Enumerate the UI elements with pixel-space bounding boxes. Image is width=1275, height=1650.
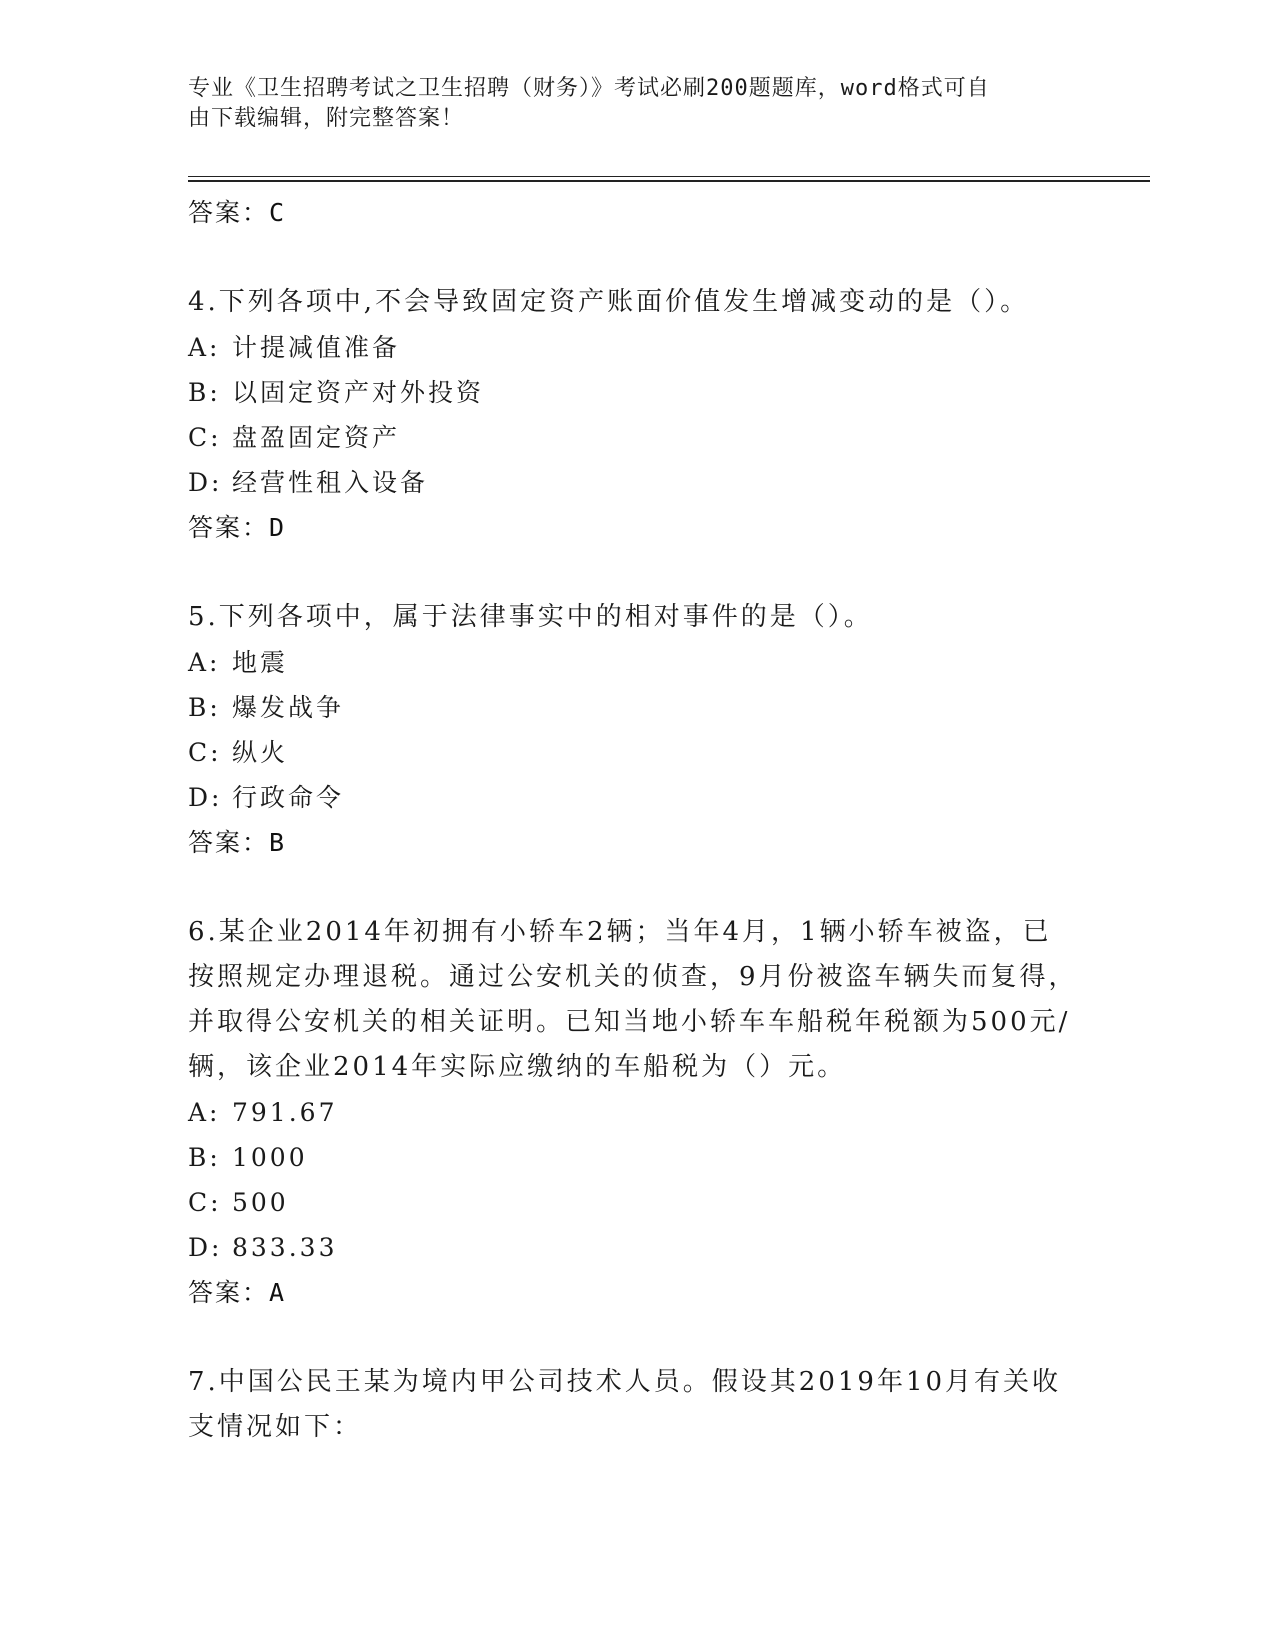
question-text-line: 4.下列各项中,不会导致固定资产账面价值发生增减变动的是（）。: [188, 287, 1030, 317]
option-c: [188, 1180, 1088, 1225]
option-text: 以固定资产对外投资: [232, 378, 485, 407]
option-c: [188, 730, 1088, 775]
answer-line: 答案：B: [188, 828, 287, 857]
option-letter: C:: [188, 423, 222, 452]
option-a: [188, 1090, 1088, 1135]
answer-line: 答案：C: [188, 198, 287, 227]
option-text: 1000: [232, 1143, 308, 1172]
spacer: [188, 1315, 1088, 1360]
question-text-line: 5.下列各项中，属于法律事实中的相对事件的是（）。: [188, 602, 873, 632]
question-list: [188, 190, 1088, 1450]
header-line-2: 由下载编辑，附完整答案！: [188, 106, 465, 131]
option-b: [188, 370, 1088, 415]
question-text: [188, 910, 1078, 1090]
question-text-line: 支情况如下：: [188, 1412, 363, 1442]
question-text-line: 并取得公安机关的相关证明。已知当地小轿车车船税年税额为500元/: [188, 1007, 1071, 1037]
option-letter: D:: [188, 1233, 223, 1262]
question-text: [188, 595, 1068, 640]
question-item: [188, 910, 1088, 1315]
option-d: [188, 1225, 1088, 1270]
option-letter: D:: [188, 783, 223, 812]
option-text: 经营性租入设备: [232, 468, 429, 497]
header-divider-thin: [188, 176, 1150, 177]
question-item: [188, 280, 1088, 550]
option-letter: B:: [188, 693, 221, 722]
option-text: 纵火: [232, 738, 289, 767]
option-letter: C:: [188, 738, 222, 767]
option-b: [188, 685, 1088, 730]
option-a: [188, 640, 1088, 685]
option-text: 500: [232, 1188, 289, 1217]
spacer: [188, 550, 1088, 595]
option-letter: D:: [188, 468, 223, 497]
option-text: 行政命令: [232, 783, 345, 812]
option-d: [188, 460, 1088, 505]
option-text: 791.67: [232, 1098, 338, 1127]
spacer: [188, 235, 1088, 280]
question-text: [188, 280, 1068, 325]
document-header: [188, 74, 1068, 134]
option-b: [188, 1135, 1088, 1180]
option-d: [188, 775, 1088, 820]
header-divider-thick: [188, 180, 1150, 182]
answer-line: 答案：D: [188, 513, 287, 542]
question-item: [188, 1360, 1088, 1450]
header-line-1: 专业《卫生招聘考试之卫生招聘（财务）》考试必刷200题题库，word格式可自: [188, 76, 990, 101]
question-text-line: 7.中国公民王某为境内甲公司技术人员。假设其2019年10月有关收: [188, 1367, 1062, 1397]
question-text-line: 辆，该企业2014年实际应缴纳的车船税为（）元。: [188, 1052, 847, 1082]
option-letter: A:: [188, 1098, 221, 1127]
answer-line: 答案：A: [188, 1278, 287, 1307]
option-text: 833.33: [232, 1233, 338, 1262]
option-c: [188, 415, 1088, 460]
question-text: [188, 1360, 1068, 1450]
question-text-line: 6.某企业2014年初拥有小轿车2辆；当年4月，1辆小轿车被盗，已: [188, 917, 1052, 947]
spacer: [188, 865, 1088, 910]
question-text-line: 按照规定办理退税。通过公安机关的侦查，9月份被盗车辆失而复得，: [188, 962, 1078, 992]
option-letter: B:: [188, 1143, 221, 1172]
option-text: 爆发战争: [232, 693, 345, 722]
option-a: [188, 325, 1088, 370]
option-letter: B:: [188, 378, 221, 407]
option-text: 地震: [232, 648, 289, 677]
option-letter: A:: [188, 648, 221, 677]
option-text: 盘盈固定资产: [232, 423, 401, 452]
option-letter: C:: [188, 1188, 222, 1217]
option-text: 计提减值准备: [232, 333, 401, 362]
option-letter: A:: [188, 333, 221, 362]
question-item: [188, 595, 1088, 865]
